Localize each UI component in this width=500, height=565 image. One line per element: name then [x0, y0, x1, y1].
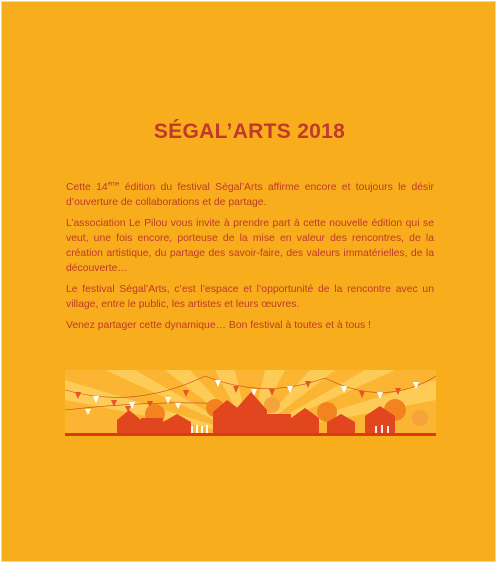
- body-text: [66, 180, 434, 339]
- festival-village-illustration-icon: [65, 370, 436, 436]
- ordinal-suffix: ème: [107, 181, 120, 188]
- intro-text-end: édition du festival Ségal’Arts affirme encore et toujours le désir d’ouverture de collaborations et de partage.: [66, 182, 434, 208]
- intro-text-start: Cette 14: [66, 182, 108, 193]
- paragraph-association: L’association Le Pilou vous invite à prendre part à cette nouvelle édition qui se veut, une fois encore, porteuse de la mise en valeur des rencontres, de la création artistique, du partage des savoir-faire, des valeurs immatérielles, de la découverte…: [66, 218, 434, 274]
- paragraph-intro: [66, 180, 434, 210]
- page-title: SÉGAL’ARTS 2018: [153, 120, 346, 143]
- paragraph-festival: Le festival Ségal’Arts, c’est l’espace et l’opportunité de la rencontre avec un village, entre le public, les artistes et leurs œuvres.: [66, 284, 434, 310]
- document-page: [1, 1, 496, 562]
- paragraph-closing: Venez partager cette dynamique… Bon festival à toutes et à tous !: [66, 320, 371, 331]
